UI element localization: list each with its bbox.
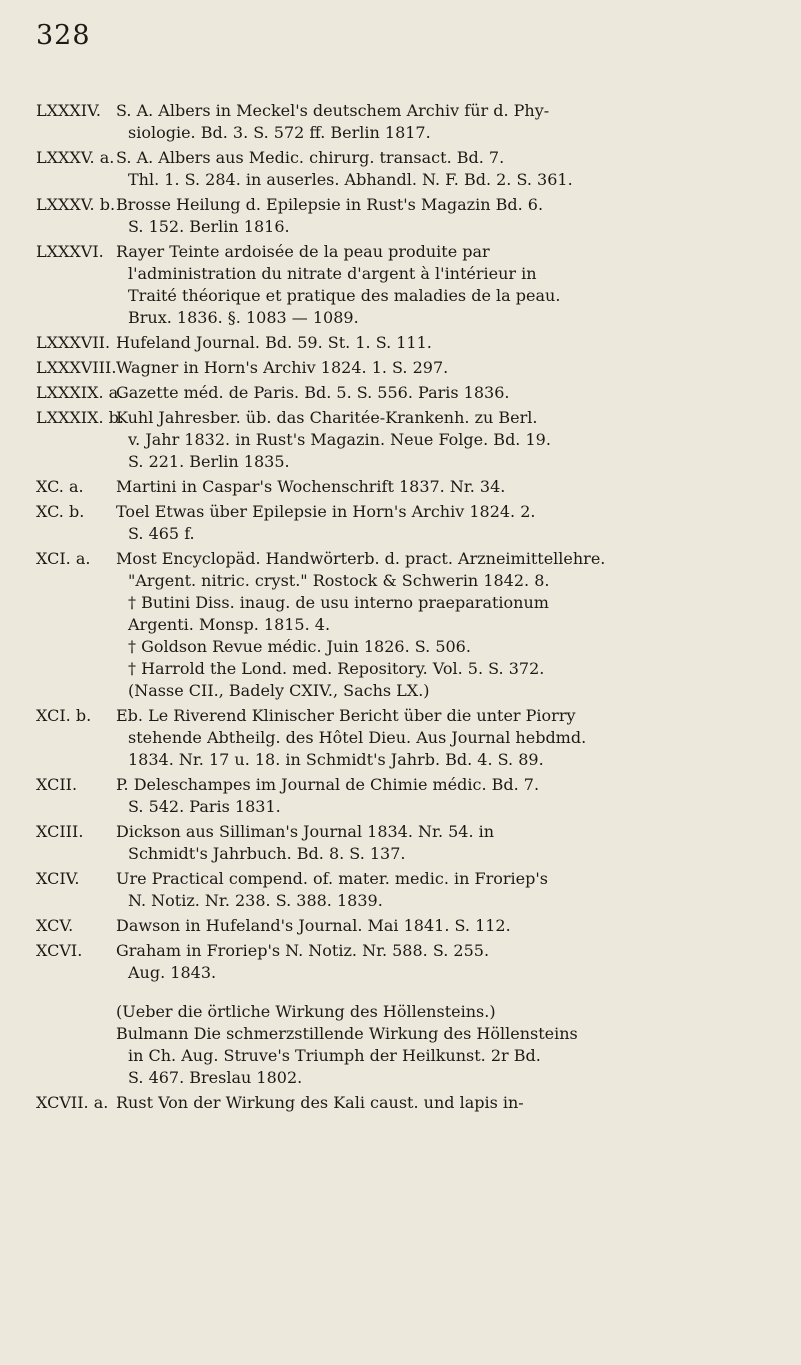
reference-line: l'administration du nitrate d'argent à l'intérieur in	[128, 264, 537, 283]
reference-text	[116, 382, 776, 404]
reference-entry	[36, 821, 776, 865]
reference-number: LXXXVIII.	[36, 358, 117, 377]
reference-line: Bulmann Die schmerzstillende Wirkung des Höllensteins	[116, 1024, 578, 1043]
reference-text	[116, 407, 776, 473]
reference-line: siologie. Bd. 3. S. 572 ff. Berlin 1817.	[128, 123, 431, 142]
reference-line: Rust Von der Wirkung des Kali caust. und lapis in-	[116, 1093, 524, 1112]
section-heading: (Ueber die örtliche Wirkung des Höllensteins.)	[116, 1002, 496, 1021]
reference-line: Eb. Le Riverend Klinischer Bericht über die unter Piorry	[116, 706, 576, 725]
reference-text	[116, 915, 776, 937]
reference-line: v. Jahr 1832. in Rust's Magazin. Neue Folge. Bd. 19.	[128, 430, 551, 449]
reference-line: Dawson in Hufeland's Journal. Mai 1841. S. 112.	[116, 916, 511, 935]
reference-text	[116, 705, 776, 771]
reference-number: LXXXV. a.	[36, 148, 115, 167]
reference-text	[116, 548, 776, 702]
reference-line: P. Deleschampes im Journal de Chimie médic. Bd. 7.	[116, 775, 540, 794]
reference-text	[116, 476, 776, 498]
reference-number: XCIII.	[36, 822, 84, 841]
reference-entry	[36, 774, 776, 818]
reference-text	[116, 1023, 776, 1089]
reference-line: Argenti. Monsp. 1815. 4.	[128, 615, 331, 634]
reference-line: Traité théorique et pratique des maladies de la peau.	[128, 286, 561, 305]
reference-entry	[36, 501, 776, 545]
reference-line: S. 465 f.	[128, 524, 195, 543]
reference-entry	[36, 476, 776, 498]
reference-line: Gazette méd. de Paris. Bd. 5. S. 556. Paris 1836.	[116, 383, 510, 402]
reference-number: XCVI.	[36, 941, 83, 960]
reference-line: S. 221. Berlin 1835.	[128, 452, 290, 471]
reference-entry	[36, 940, 776, 984]
reference-line: † Goldson Revue médic. Juin 1826. S. 506.	[128, 637, 471, 656]
reference-entry	[36, 1023, 776, 1089]
reference-text	[116, 501, 776, 545]
reference-entry	[36, 915, 776, 937]
reference-text	[116, 100, 776, 144]
reference-line: Brosse Heilung d. Epilepsie in Rust's Magazin Bd. 6.	[116, 195, 544, 214]
reference-line: Dickson aus Silliman's Journal 1834. Nr. 54. in	[116, 822, 495, 841]
reference-number: XCV.	[36, 916, 74, 935]
reference-line: Thl. 1. S. 284. in auserles. Abhandl. N. F. Bd. 2. S. 361.	[128, 170, 573, 189]
reference-line: † Harrold the Lond. med. Repository. Vol. 5. S. 372.	[128, 659, 545, 678]
reference-entry	[36, 1092, 776, 1114]
reference-line: Ure Practical compend. of. mater. medic. in Froriep's	[116, 869, 548, 888]
reference-list	[36, 100, 776, 1117]
reference-line: Most Encyclopäd. Handwörterb. d. pract. Arzneimittellehre.	[116, 549, 606, 568]
reference-line: S. 152. Berlin 1816.	[128, 217, 290, 236]
reference-line: † Butini Diss. inaug. de usu interno praeparationum	[128, 593, 549, 612]
reference-number: LXXXIX. a.	[36, 383, 124, 402]
reference-text	[116, 821, 776, 865]
reference-line: S. 467. Breslau 1802.	[128, 1068, 303, 1087]
reference-number: LXXXIV.	[36, 101, 101, 120]
reference-entry	[36, 194, 776, 238]
reference-entry	[36, 147, 776, 191]
entries	[36, 100, 776, 984]
reference-line: (Nasse CII., Badely CXIV., Sachs LX.)	[128, 681, 430, 700]
reference-text	[116, 357, 776, 379]
reference-text	[116, 868, 776, 912]
reference-text	[116, 774, 776, 818]
reference-entry	[36, 382, 776, 404]
reference-entry	[36, 548, 776, 702]
reference-entry	[36, 357, 776, 379]
reference-number: LXXXVII.	[36, 333, 111, 352]
reference-line: Brux. 1836. §. 1083 — 1089.	[128, 308, 359, 327]
reference-line: stehende Abtheilg. des Hôtel Dieu. Aus Journal hebdmd.	[128, 728, 587, 747]
reference-line: S. A. Albers aus Medic. chirurg. transact. Bd. 7.	[116, 148, 505, 167]
reference-number: LXXXVI.	[36, 242, 104, 261]
reference-line: "Argent. nitric. cryst." Rostock & Schwerin 1842. 8.	[128, 571, 550, 590]
reference-line: Schmidt's Jahrbuch. Bd. 8. S. 137.	[128, 844, 406, 863]
reference-line: Aug. 1843.	[128, 963, 217, 982]
reference-line: Rayer Teinte ardoisée de la peau produite par	[116, 242, 490, 261]
reference-number: XC. a.	[36, 477, 84, 496]
reference-entry	[36, 868, 776, 912]
section-entries	[36, 1023, 776, 1114]
reference-text	[116, 332, 776, 354]
reference-line: S. A. Albers in Meckel's deutschem Archiv für d. Phy-	[116, 101, 550, 120]
reference-line: Kuhl Jahresber. üb. das Charitée-Krankenh. zu Berl.	[116, 408, 538, 427]
page-number: 328	[36, 20, 91, 51]
reference-line: Wagner in Horn's Archiv 1824. 1. S. 297.	[116, 358, 449, 377]
reference-text	[116, 241, 776, 329]
reference-number: XCVII. a.	[36, 1093, 109, 1112]
reference-number: LXXXIX. b.	[36, 408, 125, 427]
reference-number: XCIV.	[36, 869, 80, 888]
reference-line: Toel Etwas über Epilepsie in Horn's Archiv 1824. 2.	[116, 502, 536, 521]
reference-text	[116, 147, 776, 191]
reference-line: Graham in Froriep's N. Notiz. Nr. 588. S. 255.	[116, 941, 490, 960]
reference-entry	[36, 241, 776, 329]
reference-number: XCII.	[36, 775, 78, 794]
reference-entry	[36, 100, 776, 144]
reference-line: Martini in Caspar's Wochenschrift 1837. Nr. 34.	[116, 477, 506, 496]
reference-number: LXXXV. b.	[36, 195, 116, 214]
reference-text	[116, 194, 776, 238]
reference-line: Hufeland Journal. Bd. 59. St. 1. S. 111.	[116, 333, 432, 352]
reference-number: XC. b.	[36, 502, 85, 521]
reference-text	[116, 1092, 776, 1114]
reference-line: 1834. Nr. 17 u. 18. in Schmidt's Jahrb. Bd. 4. S. 89.	[128, 750, 544, 769]
reference-number: XCI. a.	[36, 549, 91, 568]
reference-entry	[36, 705, 776, 771]
reference-entry	[36, 407, 776, 473]
reference-entry	[36, 332, 776, 354]
reference-text	[116, 940, 776, 984]
reference-line: N. Notiz. Nr. 238. S. 388. 1839.	[128, 891, 383, 910]
spacer	[36, 987, 776, 1001]
reference-line: S. 542. Paris 1831.	[128, 797, 281, 816]
reference-number: XCI. b.	[36, 706, 92, 725]
reference-line: in Ch. Aug. Struve's Triumph der Heilkunst. 2r Bd.	[128, 1046, 541, 1065]
